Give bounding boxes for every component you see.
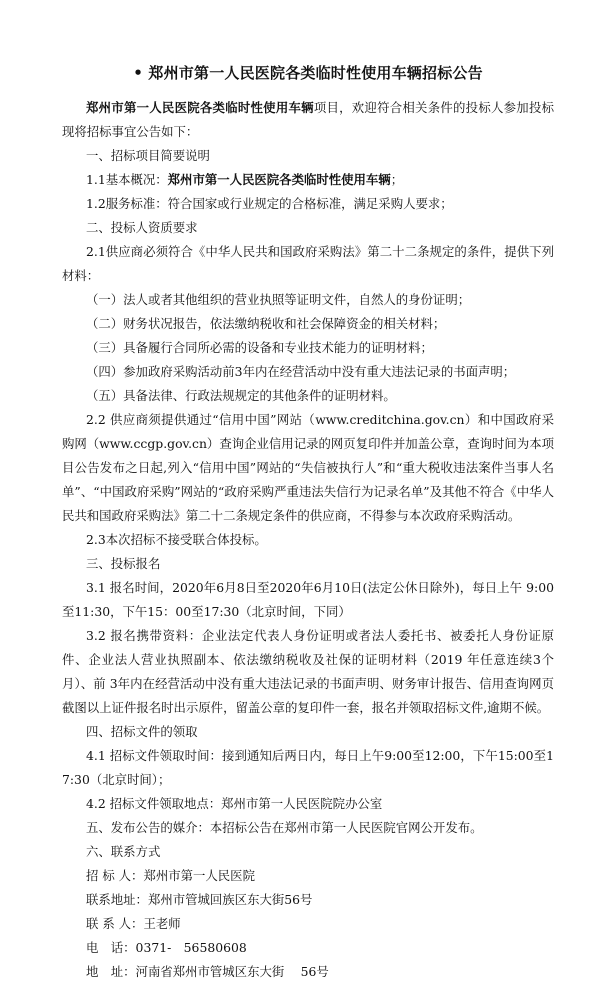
section-heading-6: 六、联系方式 (86, 844, 161, 859)
item-1-1-end: ； (390, 172, 404, 187)
sub-item-4: （四）参加政府采购活动前3年内在经营活动中没有重大违法记录的书面声明； (86, 364, 516, 379)
intro-text: 项目，欢迎符合相关条件的投标人参加投标现将招标事宜公告如下： (62, 100, 555, 139)
contact-person: 联 系 人：王老师 (86, 916, 181, 931)
contact-address: 联系地址：郑州市管城回族区东大街56号 (86, 892, 313, 907)
item-3-2: 3.2 报名携带资料：企业法定代表人身份证明或者法人委托书、被委托人身份证原件、企业法人营业执照副本、依法缴纳税收及社保的证明材料（2019 年任意连续3个月）、前 3年内在经营活动中没有重大违法记录的书面声明、财务审计报告、信用查询网页截图以上证件报名时出示原件，留盖公章的复印件一套，报名并领取招标文件,逾期不候。 (62, 628, 554, 715)
item-1-1-project: 郑州市第一人民医院各类临时性使用车辆 (167, 172, 391, 187)
contact-phone: 电 话：0371- 56580608 (86, 940, 247, 955)
item-1-2: 1.2服务标准：符合国家或行业规定的合格标准，满足采购人要求； (86, 196, 453, 211)
item-2-2: 2.2 供应商须提供通过“信用中国”网站（www.creditchina.gov.cn）和中国政府采购网（www.ccgp.gov.cn）查询企业信用记录的网页复印件并加盖公章，查询时间为本项目公告发布之日起,列入“信用中国”网站的“失信被执行人”和“重大税收违法案件当事人名单”、“中国政府采购”网站的“政府采购严重违法失信行为记录名单”及其他不符合《中华人民共和国政府采购法》第二十二条规定条件的供应商，不得参与本次政府采购活动。 (62, 412, 554, 523)
sub-item-3: （三）具备履行合同所必需的设备和专业技术能力的证明材料； (86, 340, 433, 355)
item-2-1: 2.1供应商必须符合《中华人民共和国政府采购法》第二十二条规定的条件，提供下列材料： (62, 244, 554, 283)
contact-location: 地 址：河南省郑州市管城区东大街 56号 (86, 964, 329, 979)
item-1-1-label: 1.1基本概况： (86, 172, 168, 187)
item-4-1: 4.1 招标文件领取时间：接到通知后两日内，每日上午9:00至12:00，下午15:00至17:30（北京时间）； (62, 748, 554, 787)
page-title: • 郑州市第一人民医院各类临时性使用车辆招标公告 (133, 64, 483, 82)
item-3-1: 3.1 报名时间，2020年6月8日至2020年6月10日(法定公休日除外)，每日上午 9:00至11:30，下午15：00至17:30（北京时间，下同） (62, 580, 554, 619)
item-1-1 (62, 168, 554, 192)
section-heading-5: 五、发布公告的媒介：本招标公告在郑州市第一人民医院官网公开发布。 (86, 820, 483, 835)
sub-item-2: （二）财务状况报告，依法缴纳税收和社会保障资金的相关材料； (86, 316, 446, 331)
contact-tenderer: 招 标 人：郑州市第一人民医院 (86, 868, 255, 883)
section-heading-1: 一、招标项目简要说明 (86, 148, 210, 163)
item-2-3: 2.3本次招标不接受联合体投标。 (86, 532, 267, 547)
item-4-2: 4.2 招标文件领取地点：郑州市第一人民医院院办公室 (86, 796, 383, 811)
sub-item-1: （一）法人或者其他组织的营业执照等证明文件，自然人的身份证明； (86, 292, 471, 307)
sub-item-5: （五）具备法律、行政法规规定的其他条件的证明材料。 (86, 388, 396, 403)
section-heading-2: 二、投标人资质要求 (86, 220, 198, 235)
section-heading-4: 四、招标文件的领取 (86, 724, 198, 739)
project-name: 郑州市第一人民医院各类临时性使用车辆 (86, 100, 314, 115)
intro-paragraph (62, 96, 554, 144)
section-heading-3: 三、投标报名 (86, 556, 161, 571)
